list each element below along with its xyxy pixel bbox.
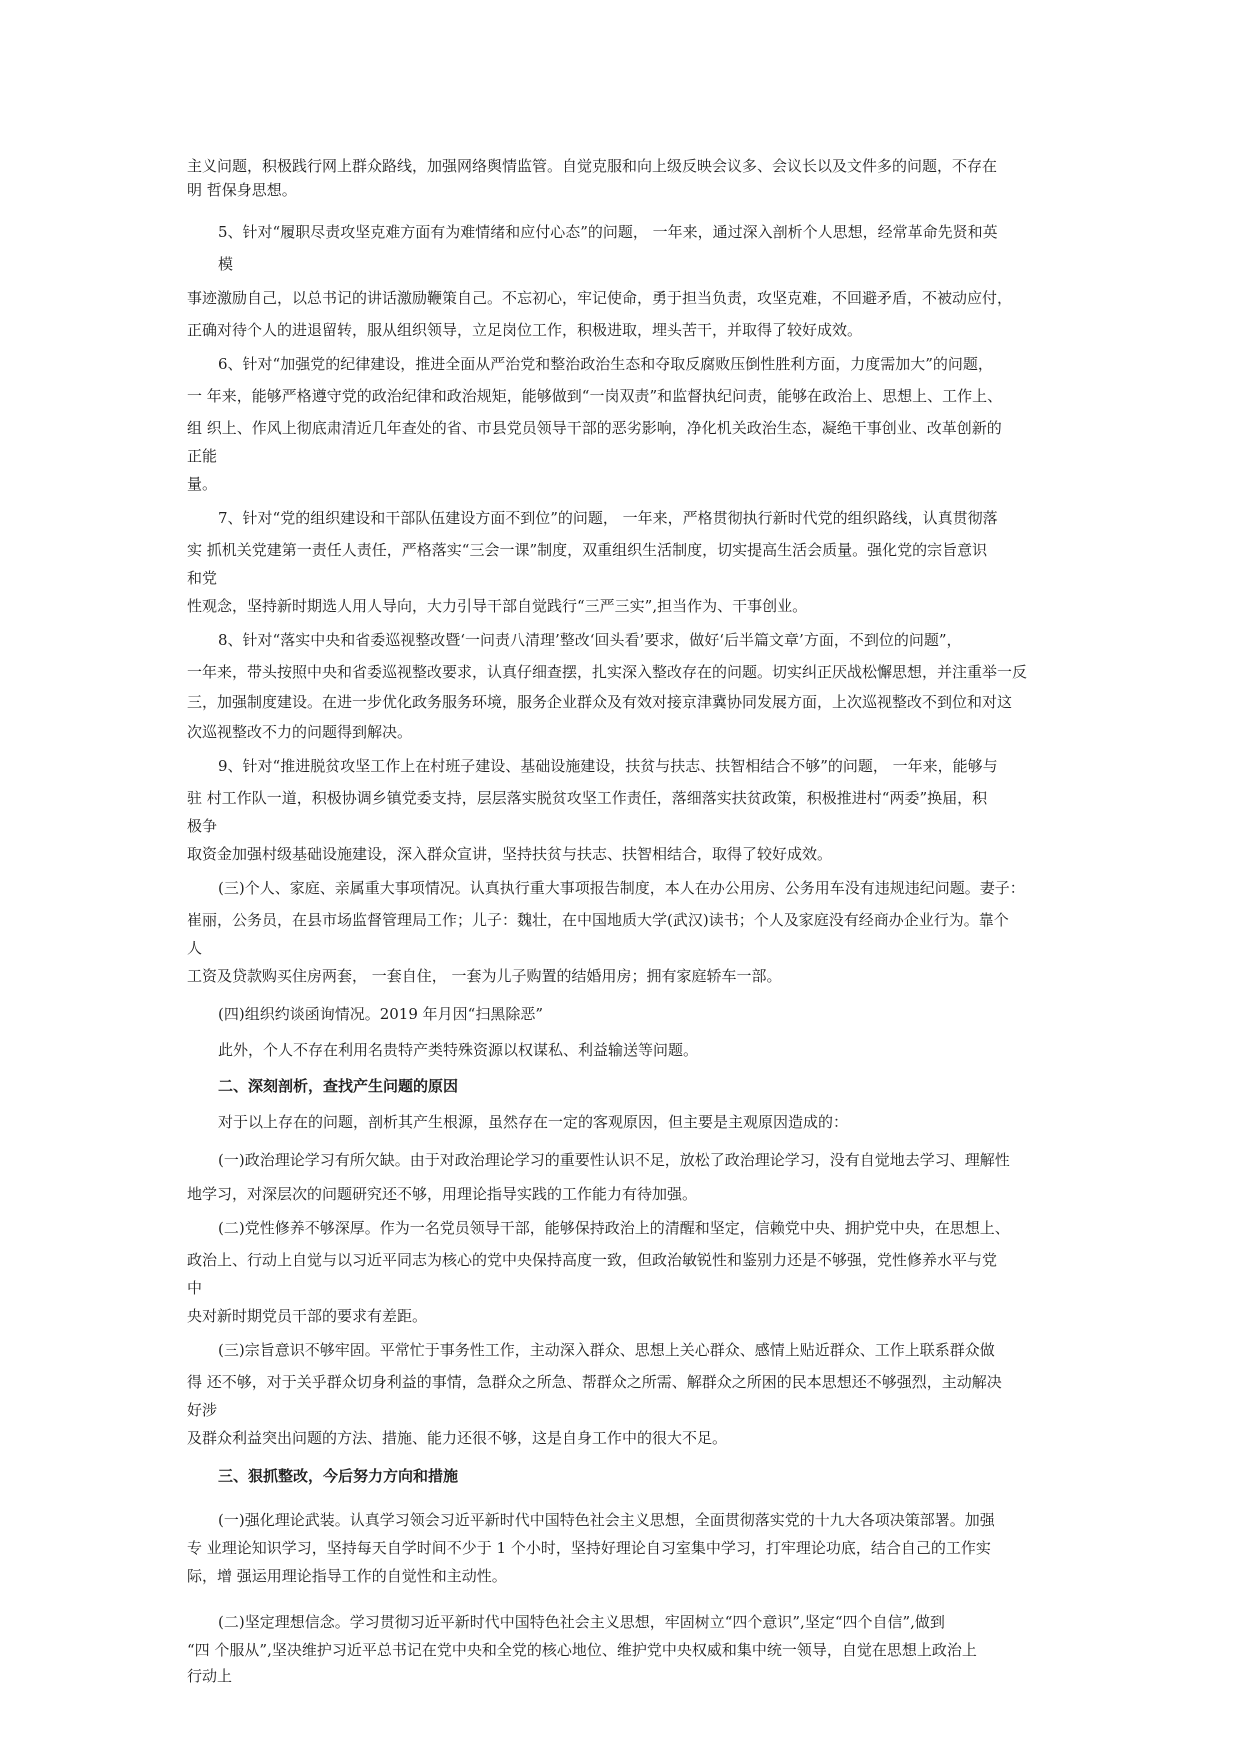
text-line: 取资金加强村级基础设施建设，深入群众宣讲，坚持扶贫与扶志、扶智相结合，取得了较好成效。 bbox=[187, 845, 833, 863]
text-line: 7、针对“党的组织建设和干部队伍建设方面不到位”的问题， 一年来，严格贯彻执行新时代党的组织路线，认真贯彻落 bbox=[218, 509, 998, 527]
text-line: 得 还不够，对于关乎群众切身利益的事情，急群众之所急、帮群众之所需、解群众之所困的民本思想还不够强烈，主动解决 bbox=[187, 1373, 1002, 1391]
text-line: 明 哲保身思想。 bbox=[187, 181, 297, 199]
text-line: 此外，个人不存在利用名贵特产类特殊资源以权谋私、利益输送等问题。 bbox=[218, 1041, 699, 1059]
text-line: 正确对待个人的进退留转，服从组织领导，立足岗位工作，积极进取，埋头苦干，并取得了较好成效。 bbox=[187, 321, 863, 339]
text-line: (三)宗旨意识不够牢固。平常忙于事务性工作，主动深入群众、思想上关心群众、感情上贴近群众、工作上联系群众做 bbox=[218, 1341, 995, 1359]
text-line: 和党 bbox=[187, 569, 218, 587]
text-line: 性观念，坚持新时期选人用人导向，大力引导干部自觉践行“三严三实”,担当作为、干事创业。 bbox=[187, 597, 808, 615]
text-line: 事迹激励自己，以总书记的讲话激励鞭策自己。不忘初心，牢记使命，勇于担当负责，攻坚克难，不回避矛盾，不被动应付， bbox=[187, 289, 1013, 307]
text-line: 政治上、行动上自觉与以习近平同志为核心的党中央保持高度一致，但政治敏锐性和鉴别力还是不够强，党性修养水平与党 bbox=[187, 1251, 998, 1269]
text-line: 9、针对“推进脱贫攻坚工作上在村班子建设、基础设施建设，扶贫与扶志、扶智相结合不够”的问题， 一年来，能够与 bbox=[218, 757, 998, 775]
text-line: 工资及贷款购买住房两套， 一套自住， 一套为儿子购置的结婚用房；拥有家庭轿车一部。 bbox=[187, 967, 782, 985]
text-line: 际，增 强运用理论指导工作的自觉性和主动性。 bbox=[187, 1567, 507, 1585]
text-line: 5、针对“履职尽责攻坚克难方面有为难情绪和应付心态”的问题， 一年来，通过深入剖析个人思想，经常革命先贤和英 bbox=[218, 223, 998, 241]
text-line: 对于以上存在的问题，剖析其产生根源，虽然存在一定的客观原因，但主要是主观原因造成的： bbox=[218, 1113, 849, 1131]
text-line: 中 bbox=[187, 1279, 203, 1297]
text-line: “四 个服从”,坚决维护习近平总书记在党中央和全党的核心地位、维护党中央权威和集中统一领导，自觉在思想上政治上 bbox=[187, 1641, 977, 1659]
text-line: 三，加强制度建设。在进一步优化政务服务环境，服务企业群众及有效对接京津冀协同发展方面，上次巡视整改不到位和对这 bbox=[187, 693, 1013, 711]
text-line: 崔丽，公务员，在县市场监督管理局工作；儿子：魏壮，在中国地质大学(武汉)读书；个人及家庭没有经商办企业行为。靠个 bbox=[187, 911, 1009, 929]
text-line: 央对新时期党员干部的要求有差距。 bbox=[187, 1307, 428, 1325]
text-line: 次巡视整改不力的问题得到解决。 bbox=[187, 723, 413, 741]
text-line: 行动上 bbox=[187, 1667, 233, 1685]
text-line: 人 bbox=[187, 939, 203, 957]
text-line: 量。 bbox=[187, 475, 218, 493]
text-line: 组 织上、作风上彻底肃清近几年查处的省、市县党员领导干部的恶劣影响，净化机关政治生态，凝绝干事创业、改革创新的 bbox=[187, 419, 1002, 437]
text-line: 模 bbox=[218, 255, 234, 273]
text-line: (四)组织约谈函询情况。2019 年月因“扫黑除恶” bbox=[218, 1005, 543, 1023]
text-line: (二)坚定理想信念。学习贯彻习近平新时代中国特色社会主义思想，牢固树立“四个意识”,坚定“四个自信”,做到 bbox=[218, 1613, 945, 1631]
text-line: 实 抓机关党建第一责任人责任，严格落实“三会一课”制度，双重组织生活制度，切实提高生活会质量。强化党的宗旨意识 bbox=[187, 541, 988, 559]
text-line: 及群众利益突出问题的方法、措施、能力还很不够，这是自身工作中的很大不足。 bbox=[187, 1429, 728, 1447]
text-line: (一)强化理论武装。认真学习领会习近平新时代中国特色社会主义思想，全面贯彻落实党的十九大各项决策部署。加强 bbox=[218, 1511, 995, 1529]
section-heading: 三、狠抓整改，今后努力方向和措施 bbox=[218, 1467, 459, 1485]
text-line: 极争 bbox=[187, 817, 218, 835]
text-line: 专 业理论知识学习，坚持每天自学时间不少于 1 个小时，坚持好理论自习室集中学习，打牢理论功底，结合自己的工作实 bbox=[187, 1539, 991, 1557]
text-line: 地学习，对深层次的问题研究还不够，用理论指导实践的工作能力有待加强。 bbox=[187, 1185, 698, 1203]
text-line: (二)党性修养不够深厚。作为一名党员领导干部，能够保持政治上的清醒和坚定，信赖党中央、拥护党中央，在思想上、 bbox=[218, 1219, 1010, 1237]
text-line: 主义问题，积极践行网上群众路线，加强网络舆情监管。自觉克服和向上级反映会议多、会议长以及文件多的问题，不存在 bbox=[187, 157, 998, 175]
text-line: 好涉 bbox=[187, 1401, 218, 1419]
text-line: 6、针对“加强党的纪律建设，推进全面从严治党和整治政治生态和夺取反腐败压倒性胜利方面，力度需加大”的问题， bbox=[218, 355, 993, 373]
text-line: 驻 村工作队一道，积极协调乡镇党委支持，层层落实脱贫攻坚工作责任，落细落实扶贫政策，积极推进村“两委”换届，积 bbox=[187, 789, 988, 807]
text-line: 一年来，带头按照中央和省委巡视整改要求，认真仔细查摆，扎实深入整改存在的问题。切实纠正厌战松懈思想，并注重举一反 bbox=[187, 663, 1028, 681]
text-line: 一 年来，能够严格遵守党的政治纪律和政治规矩，能够做到“一岗双责”和监督执纪问责，能够在政治上、思想上、工作上、 bbox=[187, 387, 1003, 405]
text-line: (三)个人、家庭、亲属重大事项情况。认真执行重大事项报告制度，本人在办公用房、公务用车没有违规违纪问题。妻子： bbox=[218, 879, 1025, 897]
text-line: 8、针对“落实中央和省委巡视整改暨‘一问责八清理’整改‘回头看’要求，做好‘后半篇文章’方面，不到位的问题”， bbox=[218, 631, 962, 649]
section-heading: 二、深刻剖析，查找产生问题的原因 bbox=[218, 1077, 459, 1095]
text-line: (一)政治理论学习有所欠缺。由于对政治理论学习的重要性认识不足，放松了政治理论学习，没有自觉地去学习、理解性 bbox=[218, 1151, 1010, 1169]
text-line: 正能 bbox=[187, 447, 218, 465]
